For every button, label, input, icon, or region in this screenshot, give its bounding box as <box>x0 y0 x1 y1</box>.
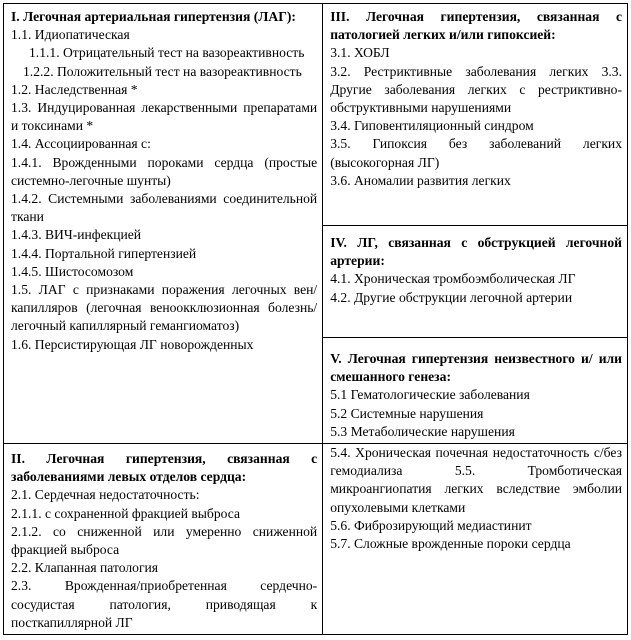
list-item: 3.4. Гиповентиляционный синдром <box>330 118 534 134</box>
table-row <box>4 444 628 635</box>
list-item: 2.2. Клапанная патология <box>11 560 159 576</box>
list-item: 2.1.1. с сохраненной фракцией выброса <box>11 505 240 521</box>
list-item: 1.1.1. Отрицательный тест на вазореактивность <box>29 45 305 61</box>
list-item: 1.2. Наследственная * <box>11 81 138 97</box>
classification-table <box>3 3 628 635</box>
list-item: 5.2 Системные нарушения <box>330 405 484 421</box>
list-item: 5.3 Метаболические нарушения <box>330 423 515 439</box>
list-item: 1.4. Ассоциированная с: <box>11 136 151 152</box>
list-item: 1.6. Персистирующая ЛГ новорожденных <box>11 336 254 352</box>
table-row <box>4 4 628 444</box>
list-item: 1.1. Идиопатическая <box>11 27 130 43</box>
list-item: 2.1. Сердечная недостаточность: <box>11 487 200 503</box>
cell-section-4 <box>323 226 627 338</box>
list-item: 1.4.4. Портальной гипертензией <box>11 245 197 261</box>
cell-section-2 <box>4 444 323 635</box>
section-3-title: III. Легочная гипертензия, связанная с патологией легких и/или гипоксией: <box>330 9 622 43</box>
section-2-title: II. Легочная гипертензия, связанная с заболеваниями левых отделов сердца: <box>11 451 318 485</box>
list-item: 5.7. Сложные врожденные пороки сердца <box>330 536 571 552</box>
section-1-title: I. Легочная артериальная гипертензия (ЛАГ): <box>11 9 296 24</box>
list-item: 4.2. Другие обструкции легочной артерии <box>330 289 573 305</box>
list-item: 1.4.5. Шистосомозом <box>11 263 134 279</box>
list-item: 3.5. Гипоксия без заболеваний легких (высокогорная ЛГ) <box>330 136 622 170</box>
section-4-title: IV. ЛГ, связанная с обструкцией легочной артерии: <box>330 235 622 269</box>
list-item: 1.4.1. Врожденными пороками сердца (простые системно-легочные шунты) <box>11 154 318 188</box>
cell-right-column <box>323 4 628 444</box>
list-item: 1.3. Индуцированная лекарственными препаратами и токсинами * <box>11 100 318 134</box>
cell-section-5-top <box>323 338 627 443</box>
list-item: 2.1.2. со сниженной или умеренно сниженной фракцией выброса <box>11 523 318 558</box>
section-5-title: V. Легочная гипертензия неизвестного и/ или смешанного генеза: <box>330 351 622 385</box>
list-item: 1.5. ЛАГ с признаками поражения легочных вен/ капилляров (легочная веноокклюзионная болезнь/ легочный капиллярный гемангиоматоз) <box>11 282 318 334</box>
list-item: 5.6. Фиброзирующий медиастинит <box>330 517 532 533</box>
list-item: 2.3. Врожденная/приобретенная сердечно-сосудистая патология, приводящая к посткапиллярной ЛГ <box>11 578 318 630</box>
cell-section-5-bottom <box>323 444 628 635</box>
list-item: 1.4.3. ВИЧ-инфекцией <box>11 227 142 243</box>
list-item: 5.4. Хроническая почечная недостаточность с/без гемодиализа 5.5. Тромботическая микроангиопатия легких вследствие эмболии опухолевыми клетками <box>330 445 622 515</box>
list-item: 3.6. Аномалии развития легких <box>330 172 511 188</box>
list-item: 1.4.2. Системными заболеваниями соединительной ткани <box>11 191 318 225</box>
list-item: 1.2.2. Положительный тест на вазореактивность <box>23 63 302 79</box>
list-item: 4.1. Хроническая тромбоэмболическая ЛГ <box>330 271 576 287</box>
cell-section-3 <box>323 4 627 226</box>
list-item: 5.1 Гематологические заболевания <box>330 387 530 403</box>
cell-section-1 <box>4 4 323 444</box>
list-item: 3.1. ХОБЛ <box>330 45 390 61</box>
list-item: 3.2. Рестриктивные заболевания легких 3.3. Другие заболевания легких с рестриктивно-обструктивными нарушениями <box>330 63 622 116</box>
